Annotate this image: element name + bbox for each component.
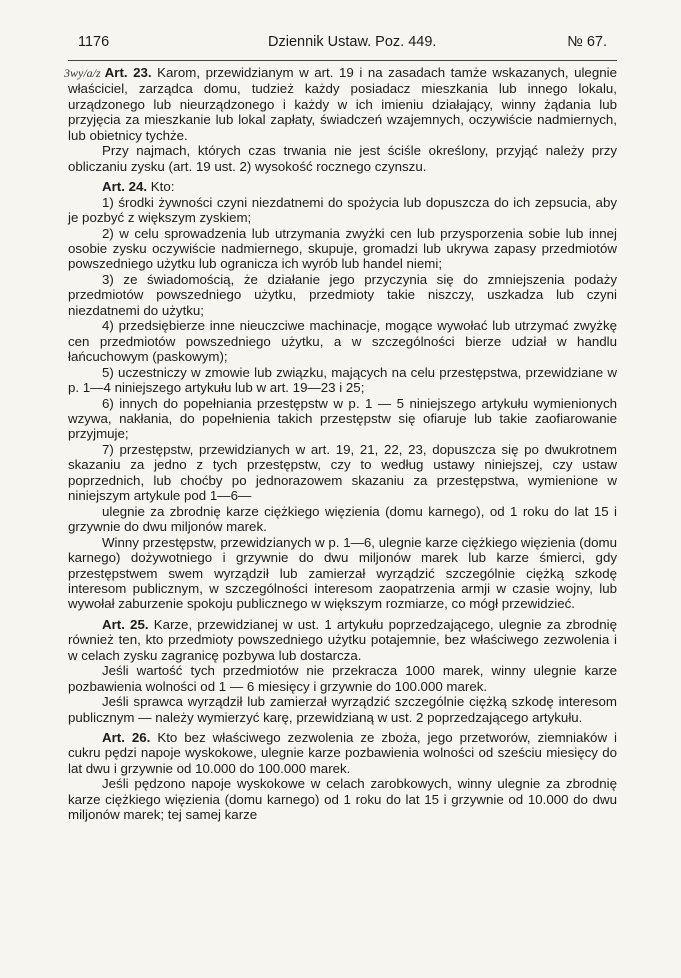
- article-23-paragraph-2: Przy najmach, których czas trwania nie jest ściśle określony, przyjąć należy przy obliczaniu zysku (art. 19 ust. 2) wysokość rocznego czynszu.: [68, 143, 617, 174]
- article-26-text-1: Kto bez właściwego zezwolenia ze zboża, jego przetworów, ziemniaków i cukru pędzi napoje wyskokowe, ulegnie karze pozbawienia wolności od sześciu miesięcy do lat dwu i grzywnie od 10.000 do 100.000 marek.: [68, 730, 617, 776]
- header-divider: [68, 60, 617, 61]
- issue-number: № 67.: [567, 34, 607, 50]
- article-25-paragraph-2: Jeśli wartość tych przedmiotów nie przekracza 1000 marek, winny ulegnie karze pozbawienia wolności od 1 — 6 miesięcy i grzywnie do 100.000 marek.: [68, 663, 617, 694]
- article-24-item-5: 5) uczestniczy w zmowie lub związku, mających na celu przestępstwa, przewidziane w p. 1—4 niniejszego artykułu lub w art. 19—23 i 25;: [68, 364, 617, 396]
- page-number: 1176: [78, 34, 110, 50]
- document-body: [64, 65, 617, 823]
- article-25-paragraph-3: Jeśli sprawca wyrządził lub zamierzał wyrządzić szczególnie ciężką szkodę interesom publicznym — należy wymierzyć karę, przewidzianą w ust. 2 poprzedzającego artykułu.: [68, 694, 617, 725]
- article-24-heading: Art. 24.: [102, 179, 148, 195]
- journal-title: Dziennik Ustaw. Poz. 449.: [268, 34, 437, 50]
- article-26-paragraph-1: [68, 730, 617, 776]
- article-24-item-3: 3) ze świadomością, że działanie jego przyczynia się do zmniejszenia podaży przedmiotów powszedniego użytku, przedmioty takie niszczy, uszkadza lub czyni niezdatnemi do użytku;: [68, 271, 617, 318]
- handwritten-margin-note: 3wy/a/z: [64, 66, 101, 80]
- article-24-aggravated: Winny przestępstw, przewidzianych w p. 1—6, ulegnie karze ciężkiego więzienia (domu karnego) dożywotniego i grzywnie do dwu miljonów marek lub karze śmierci, gdy przestępstwem swem wyrządził lub zamierzał wyrządzić szczególnie ciężką szkodę interesom publicznym, w szczególności interesom zaopatrzenia armji w czasie wojny, lub wywołał zaburzenie spokoju publicznego w większym rozmiarze, co mógł przewidzieć.: [68, 534, 617, 612]
- article-25-heading: Art. 25.: [102, 616, 149, 632]
- article-24-item-1: 1) środki żywności czyni niezdatnemi do spożycia lub dopuszcza do ich zepsucia, aby je pozbyć z większym zyskiem;: [68, 194, 617, 226]
- article-24-item-2: 2) w celu sprowadzenia lub utrzymania zwyżki cen lub przysporzenia sobie lub innej osobie zysku oczywiście nadmiernego, skupuje, gromadzi lub ukrywa zapasy przedmiotów powszedniego użytku lub ogranicza ich wyrób lub handel niemi;: [68, 225, 617, 272]
- page-header: [68, 34, 617, 60]
- article-26-heading: Art. 26.: [102, 730, 151, 746]
- article-24-item-6: 6) innych do popełniania przestępstw w p. 1 — 5 niniejszego artykułu wymienionych wzywa, nakłania, do popełnienia takich przestępstw się ofiaruje lub takie zaofiarowanie przyjmuje;: [68, 395, 617, 442]
- article-24-intro: [68, 179, 617, 194]
- article-24-penalty: ulegnie za zbrodnię karze ciężkiego więzienia (domu karnego), od 1 roku do lat 15 i grzywnie do dwu miljonów marek.: [68, 503, 617, 535]
- article-26-paragraph-2: Jeśli pędzono napoje wyskokowe w celach zarobkowych, winny ulegnie za zbrodnię karze ciężkiego więzienia (domu karnego) od 1 roku do lat 15 i grzywnie od 10.000 do dwu miljonów marek; tej samej karze: [68, 776, 617, 823]
- article-25-paragraph-1: [68, 617, 617, 663]
- article-25-text-1: Karze, przewidzianej w ust. 1 artykułu poprzedzającego, ulegnie za zbrodnię również ten, kto przedmioty powszedniego użytku potajemnie, bez właściwego zezwolenia i w celach zysku zagranicę pozbywa lub dostarcza.: [68, 616, 617, 663]
- article-24-item-4: 4) przedsiębierze inne nieuczciwe machinacje, mogące wywołać lub utrzymać zwyżkę cen przedmiotów powszedniego użytku, a w szczególności bierze udział w handlu łańcuchowym (paskowym);: [68, 318, 617, 365]
- article-23-text-1: Karom, przewidzianym w art. 19 i na zasadach tamże wskazanych, ulegnie właściciel, zarządca domu, tudzież każdy posiadacz mieszkania lub innego lokalu, urządzonego lub nieurządzonego i każdy w ich imieniu działający, winny żądania lub przyjęcia za mieszkanie lub lokal zapłaty, świadczeń wzajemnych, oczywiście nadmiernych, lub obietnicy tychże.: [68, 65, 617, 143]
- article-24-intro-text: Kto:: [150, 179, 175, 195]
- article-23-paragraph-1: [64, 65, 617, 143]
- article-24-item-7: 7) przestępstw, przewidzianych w art. 19, 21, 22, 23, dopuszcza się po dwukrotnem skazaniu za jedno z tych przestępstw, czy to według ustawy niniejszej, czy ustaw poprzednich, lub choćby po jednorazowem skazaniu za przestępstwa, wymienione w niniejszym artykule pod 1—6—: [68, 441, 617, 504]
- article-23-heading: Art. 23.: [104, 65, 152, 80]
